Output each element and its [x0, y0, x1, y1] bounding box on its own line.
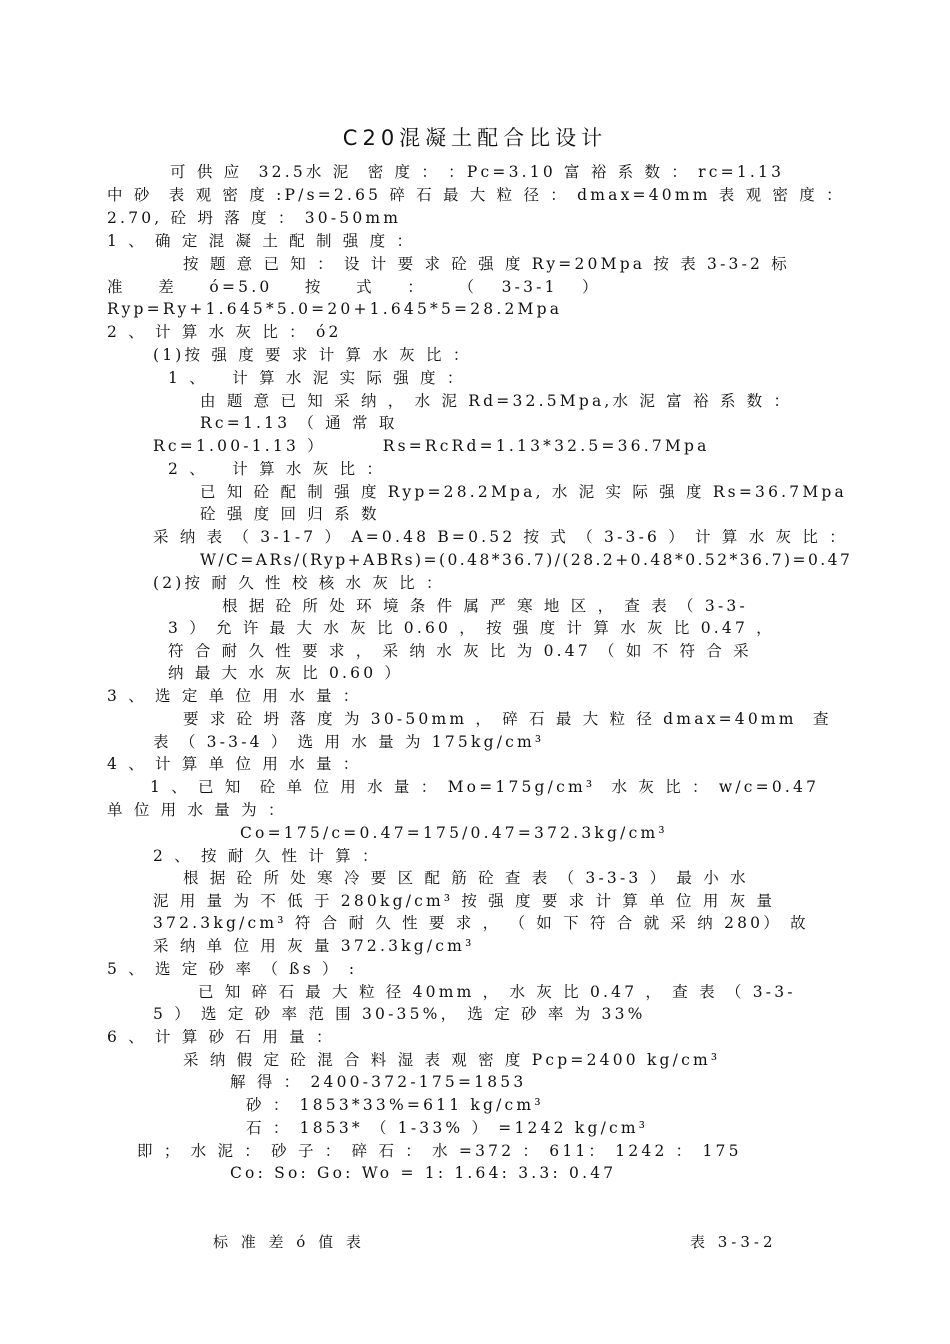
formula-line: W/C=ARs/(Ryp+ABRs)=(0.48*36.7)/(28.2+0.48*0.52*36.7)=0.47 — [200, 551, 853, 569]
formula-line: Rc=1.00-1.13 ） Rs=RcRd=1.13*32.5=36.7Mpa — [153, 437, 710, 455]
subsection-heading: (1)按 强 度 要 求 计 算 水 灰 比 ： — [153, 346, 472, 364]
formula-line: Ryp=Ry+1.645*5.0=20+1.645*5=28.2Mpa — [107, 300, 563, 318]
formula-line: 石 ： 1853* （ 1-33% ） =1242 kg/cm³ — [246, 1119, 649, 1137]
text-line: 单 位 用 水 量 为 ： — [107, 801, 287, 819]
text-line: 泥 用 量 为 不 低 于 280kg/cm³ 按 强 度 要 求 计 算 单 位 用 灰 量 — [153, 892, 776, 910]
text-line: 2.70, 砼 坍 落 度 ： 30-50mm — [107, 209, 402, 227]
text-line: 纳 最 大 水 灰 比 0.60 ） — [168, 664, 404, 682]
table-caption: 标 准 差 ó 值 表 — [213, 1233, 365, 1251]
text-line: 根 据 砼 所 处 寒 冷 要 区 配 筋 砼 查 表 （ 3-3-3 ） 最 小 水 — [183, 869, 749, 887]
text-line: 采 纳 表 （ 3-1-7 ） A=0.48 B=0.52 按 式 （ 3-3-6 ） 计 算 水 灰 比 ： — [153, 528, 848, 546]
formula-line: 解 得 ： 2400-372-175=1853 — [230, 1073, 527, 1091]
subsection-heading: (2)按 耐 久 性 校 核 水 灰 比 ： — [153, 574, 445, 592]
text-line: 5 ） 选 定 砂 率 范 围 30-35%， 选 定 砂 率 为 33% — [153, 1005, 646, 1023]
section-heading: 1 、 确 定 混 凝 土 配 制 强 度 ： — [107, 232, 416, 250]
text-line: 准 差 ó=5.0 按 式 ： （ 3-3-1 ） — [107, 278, 601, 296]
table-number: 表 3-3-2 — [690, 1233, 777, 1251]
text-line: Rc=1.13 （ 通 常 取 — [200, 414, 398, 432]
section-heading: 3 、 选 定 单 位 用 水 量 ： — [107, 687, 362, 705]
section-heading: 2 、 计 算 水 灰 比 ： ó2 — [107, 323, 342, 341]
text-line: 按 题 意 已 知 ： 设 计 要 求 砼 强 度 Ry=20Mpa 按 表 3-3-2 标 — [183, 255, 790, 273]
text-line: 即 ； 水 泥 ： 砂 子 ： 碎 石 ： 水 =372 ： 611： 1242 ： 175 — [137, 1142, 742, 1160]
text-line: 1 、 计 算 水 泥 实 际 强 度 ： — [168, 369, 466, 387]
text-line: 砼 强 度 回 归 系 数 — [200, 505, 380, 523]
text-line: 采 纳 单 位 用 灰 量 372.3kg/cm³ — [153, 937, 475, 955]
formula-line: 砂 ： 1853*33%=611 kg/cm³ — [246, 1096, 544, 1114]
text-line: 符 合 耐 久 性 要 求 ， 采 纳 水 灰 比 为 0.47 （ 如 不 符 合 采 — [168, 642, 752, 660]
text-line: 表 （ 3-3-4 ） 选 用 水 量 为 175kg/cm³ — [153, 733, 545, 751]
text-line: 采 纳 假 定 砼 混 合 料 湿 表 观 密 度 Pcp=2400 kg/cm³ — [183, 1051, 721, 1069]
text-line: 可 供 应 32.5水 泥 密 度 ： ：Pc=3.10 富 裕 系 数 ： rc=1.13 — [170, 163, 785, 181]
text-line: 已 知 砼 配 制 强 度 Ryp=28.2Mpa, 水 泥 实 际 强 度 Rs=36.7Mpa — [200, 483, 847, 501]
text-line: 由 题 意 已 知 采 纳 ， 水 泥 Rd=32.5Mpa,水 泥 富 裕 系 数 ： — [200, 392, 793, 410]
text-line: 根 据 砼 所 处 环 境 条 件 属 严 寒 地 区 ， 查 表 （ 3-3- — [222, 597, 748, 615]
text-line: 3 ） 允 许 最 大 水 灰 比 0.60 ， 按 强 度 计 算 水 灰 比 0.47 ， — [168, 619, 775, 637]
text-line: 中 砂 表 观 密 度 :P/s=2.65 碎 石 最 大 粒 径 ： dmax=40mm 表 观 密 度 ： — [107, 186, 845, 204]
text-line: 要 求 砼 坍 落 度 为 30-50mm ， 碎 石 最 大 粒 径 dmax=40mm 查 — [183, 710, 832, 728]
document-title: C20混凝土配合比设计 — [342, 126, 608, 150]
text-line: 2 、 按 耐 久 性 计 算 ： — [153, 847, 381, 865]
ratio-line: Co: So: Go: Wo = 1: 1.64: 3.3: 0.47 — [230, 1164, 617, 1182]
formula-line: Co=175/c=0.47=175/0.47=372.3kg/cm³ — [240, 824, 668, 842]
text-line: 372.3kg/cm³ 符 合 耐 久 性 要 求 ， （ 如 下 符 合 就 采 纳 280） 故 — [153, 914, 809, 932]
text-line: 已 知 碎 石 最 大 粒 径 40mm ， 水 灰 比 0.47 ， 查 表 （ 3-3- — [198, 983, 796, 1001]
section-heading: 4 、 计 算 单 位 用 水 量 ： — [107, 755, 362, 773]
text-line: 1 、 已 知 砼 单 位 用 水 量 ： Mo=175g/cm³ 水 灰 比 ： w/c=0.47 — [150, 778, 820, 796]
text-line: 2 、 计 算 水 灰 比 ： — [168, 460, 386, 478]
section-heading: 6 、 计 算 砂 石 用 量 ： — [107, 1028, 335, 1046]
section-heading: 5 、 选 定 砂 率 （ ßs ） : — [107, 960, 358, 978]
